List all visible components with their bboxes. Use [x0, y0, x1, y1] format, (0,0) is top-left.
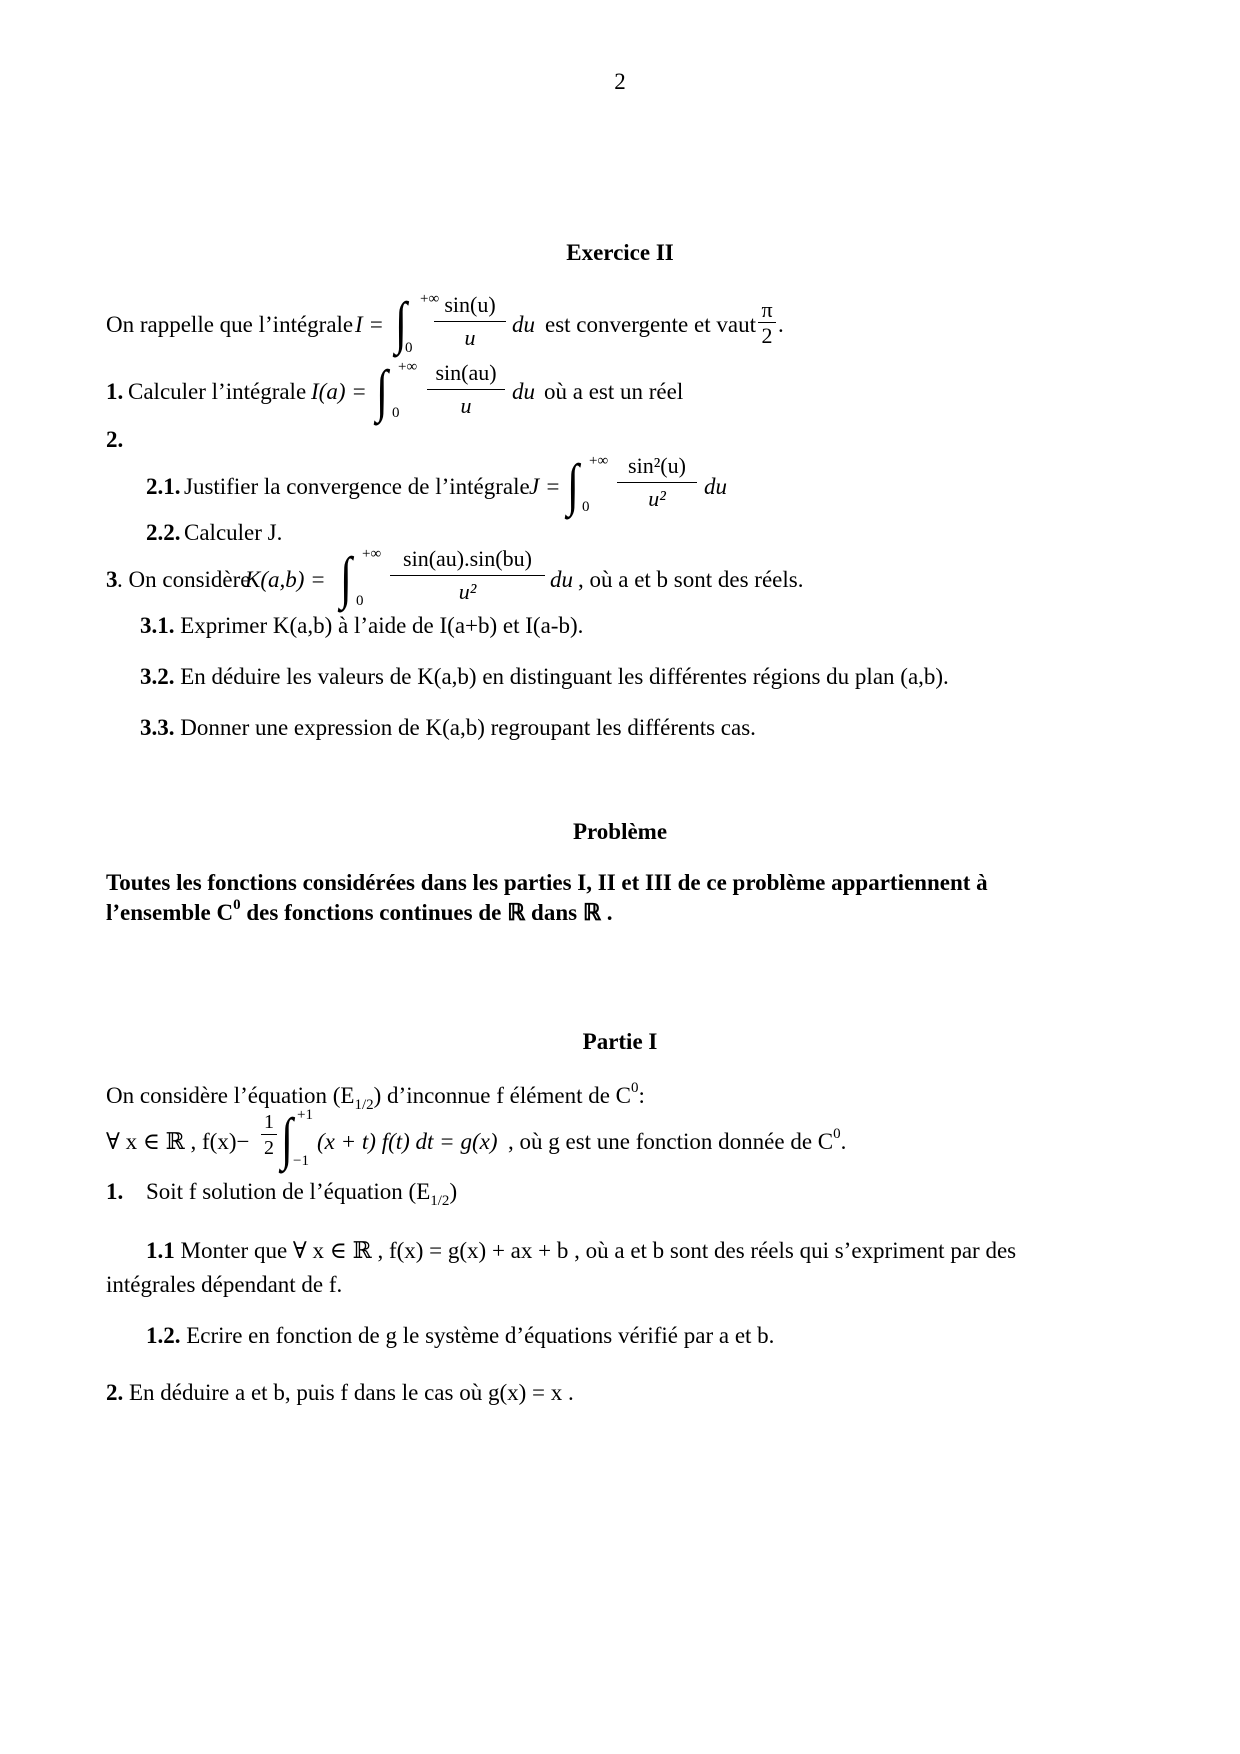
- q2-number: 2.: [106, 1380, 124, 1405]
- denominator: u²: [458, 579, 477, 604]
- q3-end: , où a et b sont des réels.: [578, 567, 804, 592]
- upper-limit: +∞: [362, 546, 382, 562]
- integral-sign: ∫: [340, 545, 352, 610]
- p1q1-number: 1.: [106, 1179, 124, 1204]
- q1-text: Calculer l’intégrale: [128, 379, 307, 404]
- upper-limit: +1: [297, 1107, 313, 1123]
- lower-limit: 0: [405, 340, 413, 356]
- partie-1-title: Partie I: [582, 1029, 658, 1054]
- numerator: sin(au).sin(bu): [403, 546, 532, 571]
- q2-number: 2.: [106, 427, 124, 452]
- two: 2: [761, 323, 773, 348]
- superscript: 0: [833, 1126, 841, 1142]
- intro-colon: :: [638, 1083, 645, 1108]
- integral-sign: ∫: [567, 452, 579, 517]
- page-number: 2: [614, 69, 626, 94]
- p1q1-text: [146, 1179, 458, 1209]
- p1q11-line: [146, 1239, 1016, 1262]
- du: du: [704, 474, 727, 499]
- probleme-line-1: Toutes les fonctions considérées dans les parties I, II et III de ce problème appartiennent à: [106, 870, 988, 895]
- q12-number: 1.2.: [146, 1323, 181, 1348]
- question-3-1: [140, 614, 583, 637]
- q21-number: 2.1.: [146, 474, 181, 499]
- one-half: [261, 1112, 277, 1159]
- q1-number: 1.: [106, 379, 124, 404]
- upper-limit: +∞: [589, 453, 609, 469]
- probleme-title: Problème: [572, 819, 668, 844]
- equation-end: [508, 1126, 847, 1154]
- integral-sign: ∫: [376, 358, 388, 423]
- partie1-question-1-2: [146, 1324, 774, 1347]
- denominator: 2: [264, 1137, 274, 1159]
- q22-text: Calculer J.: [184, 520, 283, 545]
- superscript: 0: [233, 897, 241, 913]
- subscript: 1/2: [430, 1193, 450, 1209]
- upper-limit: +∞: [420, 291, 440, 307]
- fraction: [427, 360, 505, 419]
- forall-part: ∀ x ∈ ℝ , f(x)−: [106, 1129, 250, 1154]
- q12-text: Ecrire en fonction de g le système d’équations vérifié par a et b.: [186, 1323, 775, 1348]
- q21-text: Justifier la convergence de l’intégrale: [184, 474, 530, 499]
- exercise-title: Exercice II: [566, 240, 674, 265]
- q3-text: . On considère: [117, 567, 251, 592]
- fraction: [617, 453, 697, 512]
- q1-end: où a est un réel: [544, 379, 684, 404]
- numerator: sin²(u): [628, 453, 686, 478]
- K-symbol: K(a,b) =: [245, 567, 326, 592]
- integral-sign: ∫: [281, 1106, 293, 1171]
- q33-number: 3.3.: [140, 715, 175, 740]
- lower-limit: 0: [582, 499, 590, 515]
- pi: π: [761, 297, 773, 322]
- numerator: sin(au): [435, 360, 497, 385]
- q31-number: 3.1.: [140, 613, 175, 638]
- J-symbol: J =: [529, 474, 561, 499]
- q32-number: 3.2.: [140, 664, 175, 689]
- q33-text: Donner une expression de K(a,b) regroupant les différents cas.: [180, 715, 756, 740]
- intro-mid: ) d’inconnue f élément de C: [373, 1083, 632, 1108]
- q32-text: En déduire les valeurs de K(a,b) en distinguant les différentes régions du plan (a,b).: [180, 664, 949, 689]
- I-of-a: I(a) =: [311, 379, 367, 404]
- du: du: [550, 567, 573, 592]
- q1-text: Soit f solution de l’équation (E: [146, 1179, 431, 1204]
- partie1-question-2: [106, 1381, 574, 1404]
- lower-limit: 0: [392, 405, 400, 421]
- subscript: 1/2: [354, 1097, 374, 1113]
- I-symbol: I =: [355, 312, 384, 337]
- numerator: sin(u): [444, 292, 496, 317]
- fraction: [390, 546, 545, 605]
- probleme-line-2: [106, 897, 613, 925]
- q31-text: Exprimer K(a,b) à l’aide de I(a+b) et I(a-b).: [180, 613, 584, 638]
- denominator: u: [460, 393, 472, 418]
- question-3-2: [140, 665, 949, 688]
- p1q11-continuation: intégrales dépendant de f.: [106, 1272, 343, 1297]
- equation-intro: [106, 1080, 645, 1113]
- integral-sign: ∫: [395, 290, 407, 355]
- period: .: [778, 312, 784, 337]
- q2-text: En déduire a et b, puis f dans le cas où g(x) = x .: [129, 1380, 574, 1405]
- close-paren: ): [449, 1179, 458, 1204]
- numerator: 1: [264, 1111, 274, 1133]
- lower-limit: 0: [356, 593, 364, 609]
- integrand: (x + t) f(t) dt = g(x): [317, 1129, 498, 1154]
- intro-start: On considère l’équation (E: [106, 1083, 355, 1108]
- fraction: [434, 292, 506, 351]
- q3-number: 3: [106, 567, 118, 592]
- q22-number: 2.2.: [146, 520, 181, 545]
- intro-text: On rappelle que l’intégrale: [106, 312, 354, 337]
- period: .: [840, 1129, 847, 1154]
- q11-number: 1.1: [146, 1238, 175, 1263]
- upper-limit: +∞: [398, 359, 418, 375]
- q11-text: Monter que ∀ x ∈ ℝ , f(x) = g(x) + ax + b , où a et b sont des réels qui s’expriment par des: [180, 1238, 1017, 1263]
- eq-end-text: , où g est une fonction donnée de C: [508, 1129, 834, 1154]
- line2-end: des fonctions continues de ℝ dans ℝ .: [240, 900, 613, 925]
- du: du: [512, 312, 535, 337]
- superscript: 0: [631, 1080, 639, 1096]
- line2-start: l’ensemble C: [106, 900, 234, 925]
- lower-limit: −1: [293, 1153, 309, 1169]
- pi-over-two: [758, 297, 776, 348]
- denominator: u²: [648, 486, 666, 511]
- denominator: u: [464, 325, 476, 350]
- du: du: [512, 379, 535, 404]
- question-3-3: [140, 716, 756, 739]
- convergence-text: est convergente et vaut: [545, 312, 756, 337]
